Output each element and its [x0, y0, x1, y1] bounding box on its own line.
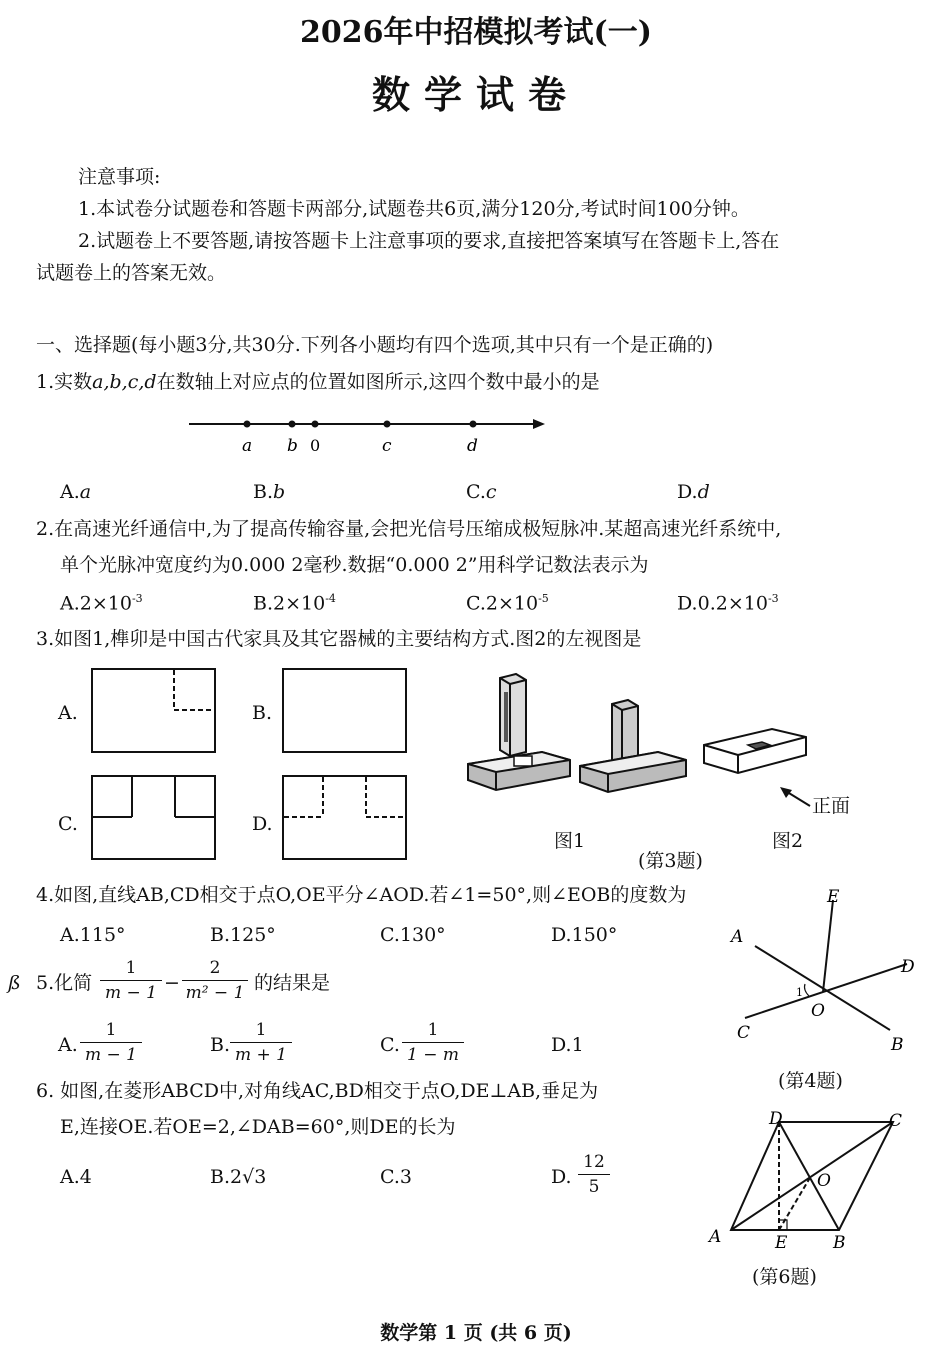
axis-label-zero: 0	[310, 436, 321, 455]
q6-label-E: E	[775, 1233, 788, 1253]
number-line-figure	[185, 410, 555, 460]
q4-label-E: E	[827, 887, 840, 907]
q2-option-c: $C.2\times 10^{-5}$	[466, 592, 549, 615]
q3-option-a-figure	[91, 668, 217, 754]
q2-option-d: $D.0.2\times 10^{-3}$	[677, 592, 779, 615]
q1-option-b: B.b	[253, 481, 286, 503]
q3-caption: (第3题)	[638, 850, 703, 872]
axis-label-b: b	[287, 436, 298, 456]
q6-caption: (第6题)	[752, 1266, 817, 1288]
q3-option-d-letter: D.	[252, 813, 273, 835]
q5-option-c-letter: C.	[380, 1034, 400, 1056]
q5-option-b-letter: B.	[210, 1034, 231, 1056]
q1-option-d: D.d	[677, 481, 710, 503]
q2-stem-line2: 单个光脉冲宽度约为0.000 2毫秒.数据“0.000 2”用科学记数法表示为	[60, 554, 649, 576]
notice-item-2-cont: 试题卷上的答案无效。	[36, 262, 227, 284]
axis-label-c: c	[382, 436, 392, 456]
q3-option-c-figure	[91, 775, 217, 861]
q6-label-C: C	[889, 1111, 903, 1131]
q4-option-d: D.150°	[551, 924, 618, 946]
q6-option-c: C.3	[380, 1166, 412, 1188]
q4-option-a: A.115°	[60, 924, 126, 946]
q4-label-B: B	[891, 1035, 904, 1055]
q4-label-angle1: 1	[796, 986, 803, 999]
q6-figure-rhombus	[705, 1108, 915, 1258]
section-heading: 一、选择题(每小题3分,共30分.下列各小题均有四个选项,其中只有一个是正确的)	[36, 334, 714, 356]
q4-label-O: O	[811, 1001, 825, 1021]
q3-stem: 3.如图1,榫卯是中国古代家具及其它器械的主要结构方式.图2的左视图是	[36, 628, 642, 650]
subject-title: 数学试卷	[371, 73, 580, 117]
q5-option-b: $\frac{1}{m + 1}$	[230, 1020, 292, 1065]
exam-title: 2026年中招模拟考试(一)	[300, 15, 652, 50]
q5-fraction-2: $\frac{2}{\text{m² − 1}}$	[182, 958, 248, 1003]
q4-option-c: C.130°	[380, 924, 446, 946]
q1-option-c: C.c	[466, 481, 497, 503]
q6-option-b: B.2√3	[210, 1166, 267, 1188]
notice-heading: 注意事项:	[78, 166, 161, 188]
q6-option-d-letter: D.	[551, 1166, 572, 1188]
q4-label-A: A	[731, 927, 744, 947]
fig1-caption: 图1	[554, 830, 586, 852]
q6-option-a: A.4	[60, 1166, 92, 1188]
q5-option-c: $\frac{1}{1 - m}$	[402, 1020, 464, 1065]
q6-stem-line1: 6. 如图,在菱形ABCD中,对角线AC,BD相交于点O,DE⊥AB,垂足为	[36, 1080, 599, 1102]
q5-suffix: 的结果是	[254, 972, 331, 994]
q6-label-B: B	[833, 1233, 846, 1253]
q4-label-D: D	[901, 957, 915, 977]
q4-stem: 4.如图,直线AB,CD相交于点O,OE平分∠AOD.若∠1=50°,则∠EOB的度数为	[36, 884, 687, 906]
q2-option-a: $A.2\times 10^{-3}$	[60, 592, 143, 615]
axis-label-d: d	[467, 436, 478, 456]
q3-option-c-letter: C.	[58, 813, 78, 835]
q3-option-b-letter: B.	[252, 702, 273, 724]
q3-option-a-letter: A.	[58, 702, 78, 724]
q5-option-a: $\frac{1}{m - 1}$	[80, 1020, 142, 1065]
q6-stem-line2: E,连接OE.若OE=2,∠DAB=60°,则DE的长为	[60, 1116, 456, 1138]
q5-prefix: 5.化简	[36, 972, 93, 994]
q6-option-d: $\frac{12}{5}$	[578, 1152, 610, 1197]
q3-figure-1-mortise-tenon	[462, 672, 692, 802]
page-footer: 数学第 1 页 (共 6 页)	[380, 1322, 572, 1344]
q5-fraction-1: $\frac{1}{m - 1}$	[100, 958, 162, 1003]
q5-minus: −	[164, 972, 180, 994]
axis-label-a: a	[242, 436, 253, 456]
q2-option-b: $B.2\times 10^{-4}$	[253, 592, 336, 615]
q1-stem: 1.实数a,b,c,d在数轴上对应点的位置如图所示,这四个数中最小的是	[36, 371, 600, 393]
notice-item-1: 1.本试卷分试题卷和答题卡两部分,试题卷共6页,满分120分,考试时间100分钟。	[78, 198, 750, 220]
front-arrow-icon	[776, 784, 816, 814]
q5-option-a-letter: A.	[58, 1034, 78, 1056]
q2-stem-line1: 2.在高速光纤通信中,为了提高传输容量,会把光信号压缩成极短脉冲.某超高速光纤系统中,	[36, 518, 782, 540]
q4-label-C: C	[737, 1023, 751, 1043]
margin-mark: ß	[8, 972, 21, 994]
q4-caption: (第4题)	[778, 1070, 843, 1092]
q1-option-a: A.a	[60, 481, 92, 503]
front-label: 正面	[812, 795, 851, 817]
fig2-caption: 图2	[772, 830, 804, 852]
q6-label-D: D	[769, 1109, 783, 1129]
q3-option-d-figure	[282, 775, 408, 861]
q3-option-b-figure	[282, 668, 408, 754]
notice-item-2: 2.试题卷上不要答题,请按答题卡上注意事项的要求,直接把答案填写在答题卡上,答在	[78, 230, 780, 252]
q6-label-O: O	[817, 1171, 831, 1191]
q5-option-d: D.1	[551, 1034, 584, 1056]
q4-figure-intersecting-lines	[725, 880, 925, 1060]
q6-label-A: A	[709, 1227, 722, 1247]
q4-option-b: B.125°	[210, 924, 276, 946]
